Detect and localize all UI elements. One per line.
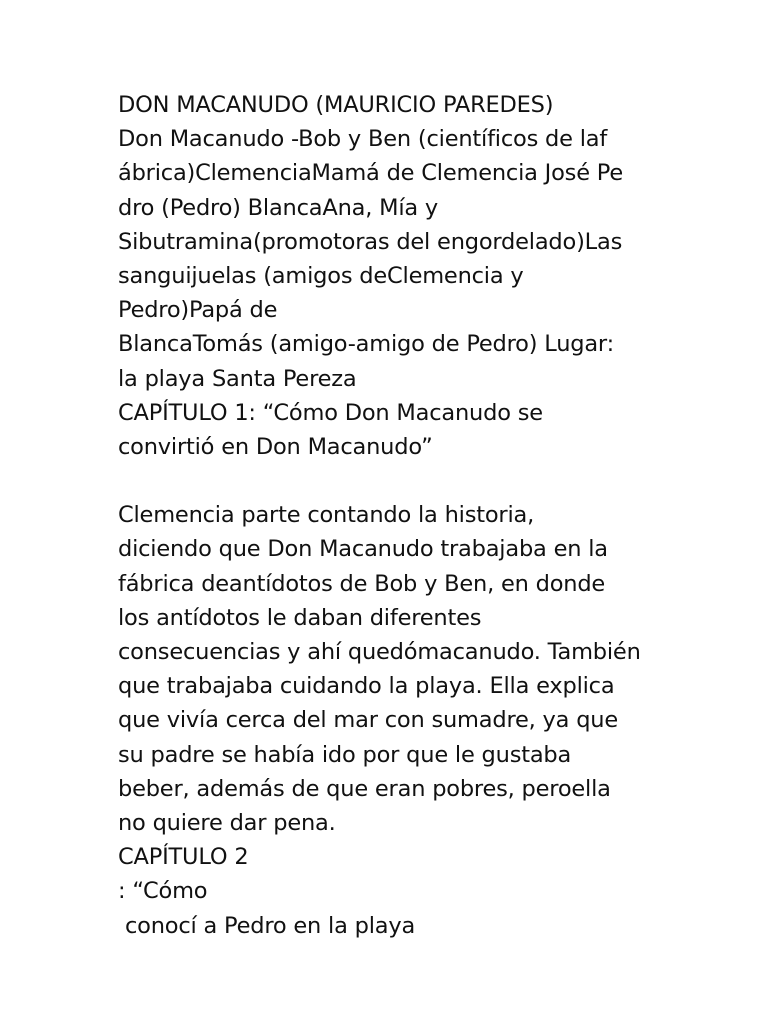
- text-line: ábrica)ClemenciaMamá de Clemencia José Pe: [118, 160, 623, 187]
- text-line: sanguijuelas (amigos deClemencia y: [118, 262, 524, 289]
- text-line: su padre se había ido por que le gustaba: [118, 741, 572, 768]
- text-line: la playa Santa Pereza: [118, 365, 357, 392]
- paragraph-spacer: [118, 464, 658, 498]
- text-line: dro (Pedro) BlancaAna, Mía y: [118, 194, 439, 221]
- text-line: Don Macanudo -Bob y Ben (científicos de laf: [118, 126, 608, 153]
- document-title: DON MACANUDO (MAURICIO PAREDES): [118, 92, 554, 118]
- characters-section: [118, 122, 658, 396]
- text-line: BlancaTomás (amigo-amigo de Pedro) Lugar:: [118, 331, 614, 358]
- text-line: Pedro)Papá de: [118, 297, 278, 324]
- chapter-1-body: [118, 498, 658, 840]
- heading-line: CAPÍTULO 1: “Cómo Don Macanudo se: [118, 399, 543, 426]
- chapter-1-heading: [118, 396, 658, 464]
- text-line: Sibutramina(promotoras del engordelado)Las: [118, 228, 623, 255]
- heading-line: convirtió en Don Macanudo”: [118, 433, 433, 460]
- text-line: los antídotos le daban diferentes: [118, 604, 482, 631]
- document-text: [118, 88, 658, 943]
- text-line: diciendo que Don Macanudo trabajaba en la: [118, 536, 608, 563]
- text-line: Clemencia parte contando la historia,: [118, 502, 535, 529]
- text-line: beber, además de que eran pobres, peroella: [118, 775, 611, 802]
- text-line: fábrica deantídotos de Bob y Ben, en donde: [118, 570, 606, 597]
- heading-line: : “Cómo: [118, 878, 208, 905]
- text-line: que trabajaba cuidando la playa. Ella explica: [118, 673, 615, 700]
- heading-line: conocí a Pedro en la playa: [118, 912, 416, 939]
- text-line: no quiere dar pena.: [118, 809, 336, 836]
- text-line: consecuencias y ahí quedómacanudo. También: [118, 639, 641, 665]
- heading-line: CAPÍTULO 2: [118, 844, 249, 871]
- chapter-2-heading: [118, 840, 658, 943]
- text-line: que vivía cerca del mar con sumadre, ya que: [118, 707, 618, 734]
